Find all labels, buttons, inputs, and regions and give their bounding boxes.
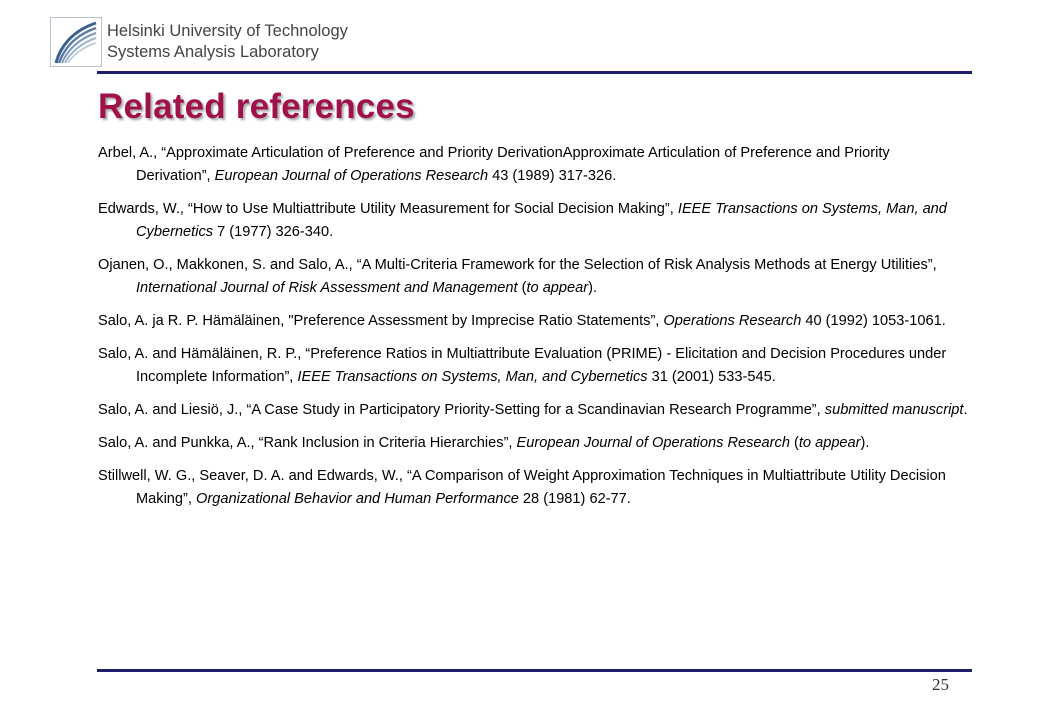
- reference-item: [98, 142, 968, 188]
- reference-text: ).: [860, 435, 870, 451]
- organization-name: [107, 21, 348, 63]
- page-title: Related references: [98, 87, 415, 126]
- reference-italic-text: Operations Research: [663, 313, 802, 329]
- reference-text: Salo, A. and Punkka, A., “Rank Inclusion in Criteria Hierarchies”,: [98, 435, 517, 451]
- reference-text: Stillwell, W. G., Seaver, D. A. and Edwards, W., “A Comparison of Weight Approximation Techniques in Multiattribute Utility Decision Making”,: [98, 468, 946, 507]
- reference-item: [98, 343, 968, 389]
- reference-italic-text: International Journal of Risk Assessment and Management: [136, 280, 518, 296]
- header-divider: [97, 71, 972, 74]
- reference-italic-text: IEEE Transactions on Systems, Man, and Cybernetics: [136, 201, 947, 240]
- reference-item: [98, 399, 968, 422]
- reference-italic-text: European Journal of Operations Research: [214, 168, 489, 184]
- reference-text: Salo, A. and Hämäläinen, R. P., “Preference Ratios in Multiattribute Evaluation (PRIME) - Elicitation and Decision Procedures under Incomplete Information”,: [98, 346, 947, 385]
- reference-italic-text: to appear: [526, 280, 589, 296]
- reference-italic-text: European Journal of Operations Research: [516, 435, 790, 451]
- reference-text: Edwards, W., “How to Use Multiattribute Utility Measurement for Social Decision Making”,: [98, 201, 678, 217]
- page-number: 25: [932, 675, 949, 694]
- reference-text: Salo, A. and Liesiö, J., “A Case Study in Participatory Priority-Setting for a Scandinavian Research Programme”,: [98, 402, 825, 418]
- reference-text: 40 (1992) 1053-1061.: [801, 313, 946, 329]
- reference-item: [98, 254, 968, 300]
- reference-text: 43 (1989) 317-326.: [488, 168, 617, 184]
- reference-item: [98, 198, 968, 244]
- reference-italic-text: IEEE Transactions on Systems, Man, and Cybernetics: [297, 369, 648, 385]
- reference-italic-text: Organizational Behavior and Human Performance: [196, 491, 519, 507]
- reference-text: 31 (2001) 533-545.: [647, 369, 776, 385]
- reference-item: [98, 310, 968, 333]
- org-line-1: Helsinki University of Technology: [107, 22, 348, 40]
- reference-text: Ojanen, O., Makkonen, S. and Salo, A., “A Multi-Criteria Framework for the Selection of Risk Analysis Methods at Energy Utilities”,: [98, 257, 937, 273]
- org-line-2: Systems Analysis Laboratory: [107, 43, 319, 61]
- reference-text: 28 (1981) 62-77.: [518, 491, 631, 507]
- reference-item: [98, 432, 968, 455]
- reference-text: .: [963, 402, 968, 418]
- reference-text: Salo, A. ja R. P. Hämäläinen, "Preference Assessment by Imprecise Ratio Statements”,: [98, 313, 664, 329]
- reference-text: 7 (1977) 326-340.: [213, 224, 334, 240]
- university-logo: [50, 17, 102, 67]
- reference-text: (: [517, 280, 527, 296]
- footer-divider: [97, 669, 972, 672]
- reference-text: ).: [588, 280, 598, 296]
- reference-text: (: [789, 435, 799, 451]
- reference-italic-text: to appear: [798, 435, 861, 451]
- university-logo-icon: [50, 17, 102, 67]
- reference-list: [98, 142, 968, 521]
- reference-text: Arbel, A., “Approximate Articulation of Preference and Priority DerivationApproximate Articulation of Preference and Priority Derivation”,: [98, 145, 890, 184]
- reference-item: [98, 465, 968, 511]
- reference-italic-text: submitted manuscript: [824, 402, 964, 418]
